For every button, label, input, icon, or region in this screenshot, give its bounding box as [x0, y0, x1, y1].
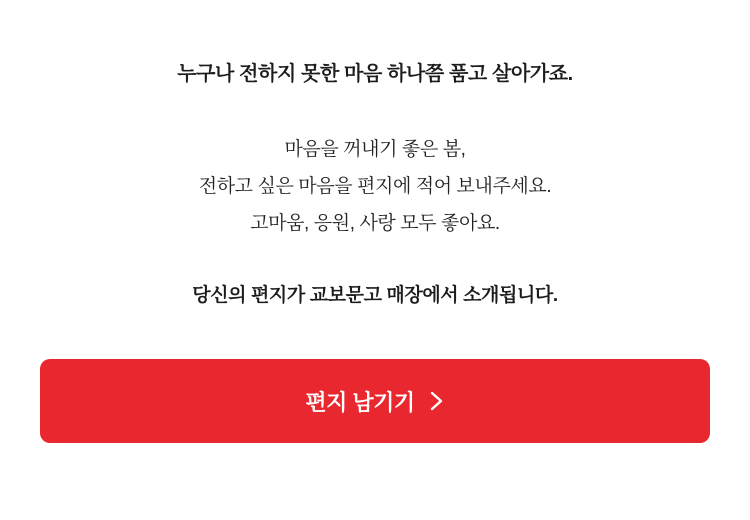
- promo-body-line: 전하고 싶은 마음을 편지에 적어 보내주세요.: [198, 176, 552, 198]
- leave-letter-button-label: 편지 남기기: [305, 389, 415, 415]
- cta-container: [0, 359, 750, 443]
- promo-headline: 누구나 전하지 못한 마음 하나쯤 품고 살아가죠.: [177, 63, 573, 85]
- leave-letter-button[interactable]: [40, 359, 710, 443]
- promo-emphasis-text: 당신의 편지가 교보문고 매장에서 소개됩니다.: [192, 285, 558, 307]
- promo-body-line: 마음을 꺼내기 좋은 봄,: [284, 139, 466, 160]
- promo-body-line: 고마움, 응원, 사랑 모두 좋아요.: [250, 213, 500, 235]
- chevron-right-icon: [429, 389, 445, 413]
- promo-body: [0, 131, 750, 242]
